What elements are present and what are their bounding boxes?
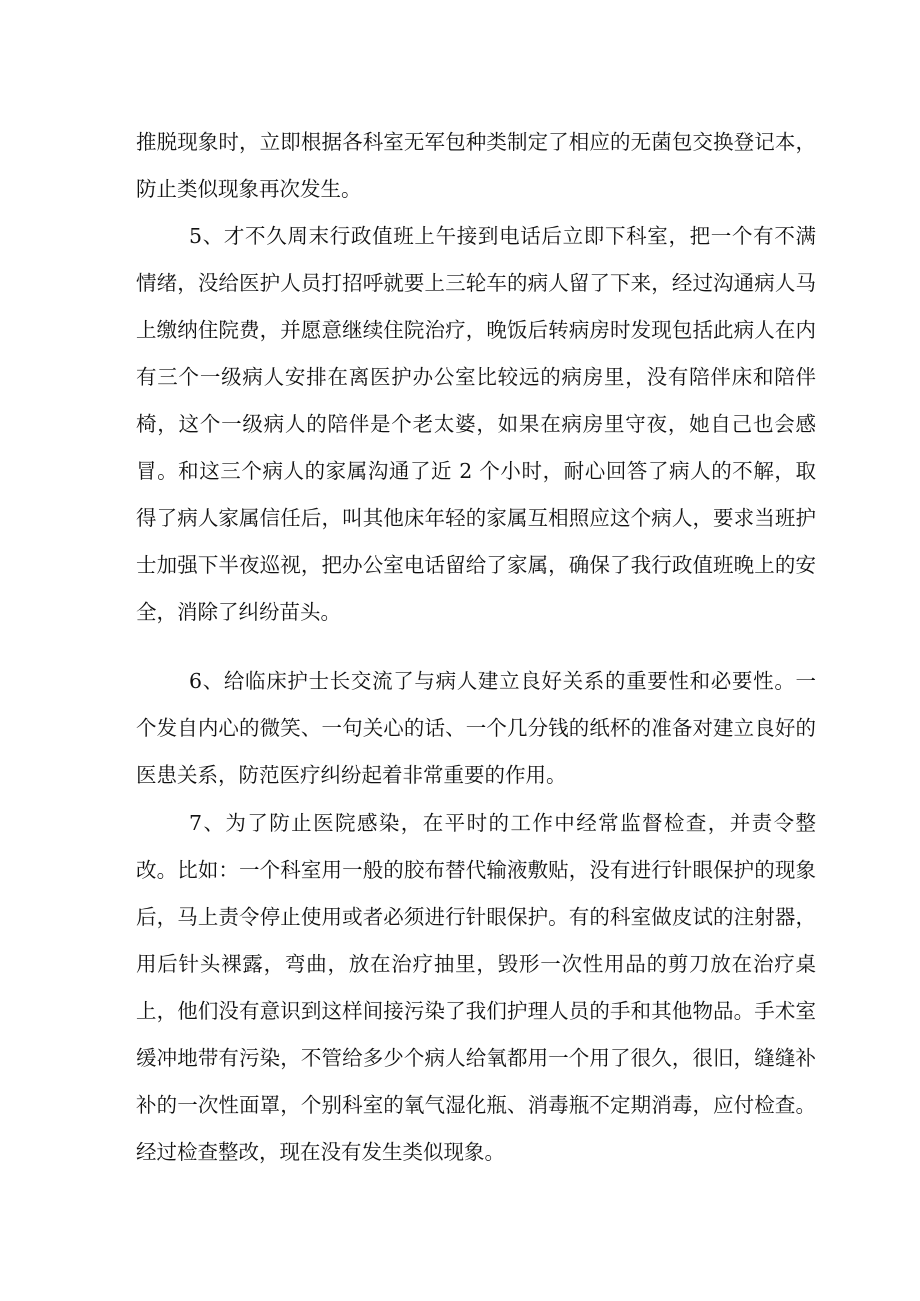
paragraph-item-5: 5、才不久周末行政值班上午接到电话后立即下科室，把一个有不满情绪，没给医护人员打招呼就要上三轮车的病人留了下来，经过沟通病人马上缴纳住院费，并愿意继续住院治疗，晚饭后转病房时发现包括此病人在内有三个一级病人安排在离医护办公室比较远的病房里，没有陪伴床和陪伴椅，这个一级病人的陪伴是个老太婆，如果在病房里守夜，她自己也会感冒。和这三个病人的家属沟通了近 2 个小时，耐心回答了病人的不解，取得了病人家属信任后，叫其他床年轻的家属互相照应这个病人，要求当班护士加强下半夜巡视，把办公室电话留给了家属，确保了我行政值班晚上的安全，消除了纠纷苗头。: [136, 224, 816, 624]
paragraph-item-6: 6、给临床护士长交流了与病人建立良好关系的重要性和必要性。一个发自内心的微笑、一句关心的话、一个几分钱的纸杯的准备对建立良好的医患关系，防范医疗纠纷起着非常重要的作用。: [136, 669, 816, 787]
paragraph-item-7: 7、为了防止医院感染，在平时的工作中经常监督检查，并责令整改。比如：一个科室用一般的胶布替代输液敷贴，没有进行针眼保护的现象后，马上责令停止使用或者必须进行针眼保护。有的科室做皮试的注射器，用后针头裸露，弯曲，放在治疗抽里，毁形一次性用品的剪刀放在治疗桌上，他们没有意识到这样间接污染了我们护理人员的手和其他物品。手术室缓冲地带有污染，不管给多少个病人给氧都用一个用了很久，很旧，缝缝补补的一次性面罩，个别科室的氧气湿化瓶、消毒瓶不定期消毒，应付检查。经过检查整改，现在没有发生类似现象。: [136, 811, 816, 1164]
paragraph-continuation: 推脱现象时，立即根据各科室无军包种类制定了相应的无菌包交换登记本，防止类似现象再次发生。: [136, 130, 816, 201]
